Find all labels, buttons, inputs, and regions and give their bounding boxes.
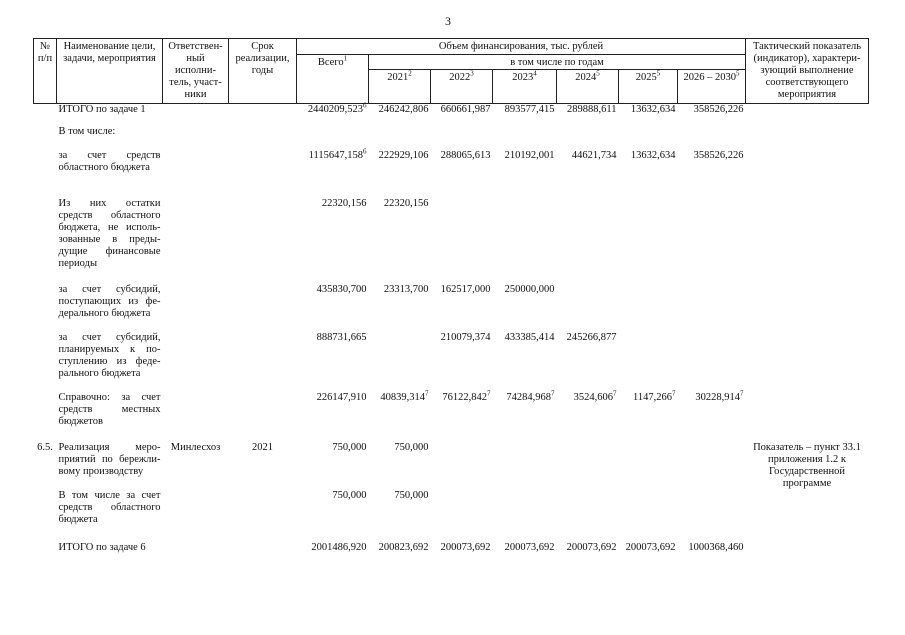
header-by-years: в том числе по годам	[369, 55, 746, 70]
cell-indicator	[746, 284, 869, 332]
cell-num	[34, 490, 57, 542]
cell-period	[229, 392, 297, 442]
amount-value: 23313,700	[383, 283, 429, 295]
cell-amount	[493, 150, 557, 198]
cell-name: Из них остатки средств областного бюджета, не исполь-зованные в преды-дущие финансовые периоды	[58, 197, 161, 269]
footnote-mark: 7	[672, 389, 676, 397]
cell-amount	[619, 150, 678, 198]
cell-indicator	[746, 332, 869, 392]
cell-amount	[431, 442, 493, 490]
table-row	[34, 442, 869, 490]
cell-amount	[297, 147, 369, 198]
amount-value: 3524,606	[573, 391, 613, 403]
cell-responsible	[163, 198, 229, 284]
cell-period	[229, 490, 297, 542]
amount-value: 893577,415	[504, 104, 555, 115]
cell-amount	[557, 126, 619, 150]
cell-indicator	[746, 198, 869, 284]
amount-value: 1000368,460	[688, 541, 744, 553]
cell-amount	[297, 332, 369, 392]
amount-value: 200073,692	[625, 541, 676, 553]
footnote-mark: 7	[551, 389, 555, 397]
cell-amount	[431, 126, 493, 150]
cell-amount	[619, 490, 678, 542]
table-row	[34, 150, 869, 198]
cell-amount	[431, 284, 493, 332]
footnote-mark: 5	[656, 69, 661, 78]
amount-value: 358526,226	[693, 104, 744, 115]
cell-indicator	[746, 542, 869, 568]
cell-name: за счет средств областного бюджета	[58, 149, 161, 173]
header-year	[557, 70, 619, 104]
cell-amount	[557, 198, 619, 284]
cell-amount	[431, 490, 493, 542]
amount-value: 40839,314	[380, 391, 425, 403]
amount-value: 250000,000	[504, 283, 555, 295]
cell-period	[229, 198, 297, 284]
footnote-mark: 7	[487, 389, 491, 397]
cell-name: ИТОГО по задаче 6	[58, 541, 146, 553]
amount-value: 210079,374	[440, 331, 491, 343]
amount-value: 222929,106	[378, 149, 429, 161]
cell-amount	[678, 284, 746, 332]
amount-value: 888731,665	[316, 331, 367, 343]
cell-name: Справочно: за счет средств местных бюджетов	[58, 391, 161, 427]
amount-value: 74284,968	[506, 391, 551, 403]
cell-amount	[297, 442, 369, 490]
cell-amount	[297, 126, 369, 150]
table-row	[34, 284, 869, 332]
cell-amount	[431, 389, 493, 442]
cell-amount	[678, 442, 746, 490]
amount-value: 200073,692	[566, 541, 617, 553]
footnote-mark: 6	[363, 147, 367, 155]
cell-period	[229, 104, 297, 126]
cell-amount	[369, 126, 431, 150]
cell-num	[34, 150, 57, 198]
amount-value: 435830,700	[316, 283, 367, 295]
cell-amount	[557, 442, 619, 490]
cell-indicator	[746, 126, 869, 150]
cell-amount	[369, 389, 431, 442]
amount-value: 750,000	[332, 489, 367, 501]
cell-amount	[297, 284, 369, 332]
header-responsible: Ответствен-ный исполни-тель, участ-ники	[163, 39, 229, 104]
amount-value: 13632,634	[630, 104, 676, 115]
cell-amount	[369, 150, 431, 198]
amount-value: 2440209,523	[307, 104, 363, 115]
table-row	[34, 392, 869, 442]
cell-num	[34, 126, 57, 150]
header-period: Срок реализации, годы	[229, 39, 297, 104]
footnote-mark: 7	[613, 389, 617, 397]
table-body	[34, 101, 869, 568]
cell-responsible	[163, 332, 229, 392]
cell-responsible	[163, 490, 229, 542]
cell-amount	[369, 284, 431, 332]
header-year	[493, 70, 557, 104]
cell-indicator: Показатель – пункт 33.1 приложения 1.2 к Государственной программе	[753, 441, 861, 489]
cell-name: ИТОГО по задаче 1	[58, 104, 146, 115]
table-row	[34, 104, 869, 126]
cell-num	[34, 392, 57, 442]
footnote-mark: 4	[533, 69, 537, 78]
header-year	[619, 70, 678, 104]
footnote-mark: 5	[736, 69, 740, 78]
cell-amount	[369, 198, 431, 284]
cell-amount	[678, 389, 746, 442]
cell-amount	[431, 104, 493, 126]
cell-indicator	[746, 150, 869, 198]
amount-value: 750,000	[332, 441, 367, 453]
cell-amount	[493, 332, 557, 392]
cell-name: Реализация меро-приятий по бережли-вому производству	[58, 441, 161, 477]
cell-amount	[297, 101, 369, 126]
amount-value: 22320,156	[321, 197, 367, 209]
cell-amount	[557, 389, 619, 442]
header-year-label: 2021	[387, 72, 409, 83]
cell-amount	[431, 150, 493, 198]
amount-value: 13632,634	[630, 149, 676, 161]
cell-amount	[493, 442, 557, 490]
cell-responsible	[163, 392, 229, 442]
cell-amount	[678, 490, 746, 542]
cell-amount	[297, 392, 369, 442]
footnote-mark: 2	[408, 69, 412, 78]
cell-amount	[678, 332, 746, 392]
cell-period: 2021	[252, 441, 273, 453]
table-row	[34, 542, 869, 568]
header-year-label: 2022	[449, 72, 471, 83]
cell-amount	[557, 490, 619, 542]
amount-value: 358526,226	[693, 149, 744, 161]
amount-value: 660661,987	[440, 104, 491, 115]
cell-amount	[493, 126, 557, 150]
header-total-label: Всего	[317, 57, 344, 68]
footnote-mark: 1	[343, 54, 348, 63]
cell-num: 6.5.	[37, 441, 53, 453]
header-total	[297, 55, 369, 104]
header-num: № п/п	[34, 39, 57, 104]
cell-responsible	[163, 284, 229, 332]
amount-value: 22320,156	[383, 197, 429, 209]
cell-amount	[493, 104, 557, 126]
cell-num	[34, 104, 57, 126]
cell-amount	[678, 542, 746, 568]
cell-period	[229, 284, 297, 332]
cell-indicator	[746, 104, 869, 126]
header-year	[369, 70, 431, 104]
cell-period	[229, 542, 297, 568]
amount-value: 2001486,920	[311, 541, 367, 553]
cell-amount	[557, 150, 619, 198]
cell-amount	[619, 198, 678, 284]
amount-value: 162517,000	[440, 283, 491, 295]
cell-name: за счет субсидий, поступающих из фе-дерального бюджета	[58, 283, 161, 319]
cell-num	[34, 284, 57, 332]
amount-value: 30228,914	[695, 391, 740, 403]
cell-name: В том числе:	[58, 125, 116, 137]
amount-value: 200823,692	[378, 541, 429, 553]
header-year-label: 2023	[512, 72, 534, 83]
cell-amount	[557, 284, 619, 332]
amount-value: 750,000	[394, 441, 429, 453]
table-row	[34, 490, 869, 542]
amount-value: 200073,692	[440, 541, 491, 553]
cell-amount	[369, 490, 431, 542]
cell-name: за счет субсидий, планируемых к по-ступлению из феде-рального бюджета	[58, 331, 161, 379]
amount-value: 289888,611	[567, 104, 617, 115]
table-row	[34, 332, 869, 392]
cell-amount	[431, 332, 493, 392]
cell-amount	[369, 104, 431, 126]
cell-amount	[678, 150, 746, 198]
cell-amount	[619, 389, 678, 442]
cell-amount	[493, 198, 557, 284]
cell-amount	[619, 126, 678, 150]
cell-indicator	[746, 392, 869, 442]
cell-amount	[557, 104, 619, 126]
cell-amount	[369, 332, 431, 392]
header-year-label: 2024	[575, 72, 597, 83]
cell-amount	[369, 442, 431, 490]
cell-responsible: Минлесхоз	[170, 441, 221, 453]
header-year	[431, 70, 493, 104]
amount-value: 76122,842	[442, 391, 487, 403]
table-row	[34, 126, 869, 150]
amount-value: 1115647,158	[308, 149, 363, 161]
amount-value: 750,000	[394, 489, 429, 501]
amount-value: 210192,001	[504, 149, 555, 161]
cell-amount	[493, 542, 557, 568]
cell-amount	[619, 104, 678, 126]
footnote-mark: 7	[740, 389, 744, 397]
footnote-mark: 7	[425, 389, 429, 397]
amount-value: 433385,414	[504, 331, 555, 343]
amount-value: 226147,910	[316, 391, 367, 403]
header-year-label: 2025	[635, 72, 657, 83]
amount-value: 288065,613	[440, 149, 491, 161]
cell-amount	[619, 332, 678, 392]
header-indicator: Тактический показатель (индикатор), характери-зующий выполнение соответствующего мероприятия	[746, 39, 869, 104]
cell-period	[229, 332, 297, 392]
table-header	[34, 39, 869, 104]
cell-amount	[557, 542, 619, 568]
cell-name: В том числе за счет средств областного бюджета	[58, 489, 161, 525]
footnote-mark: 3	[470, 69, 474, 78]
cell-amount	[678, 198, 746, 284]
cell-amount	[297, 542, 369, 568]
footnote-mark: 6	[363, 101, 367, 110]
cell-amount	[619, 284, 678, 332]
header-funding: Объем финансирования, тыс. рублей	[297, 39, 746, 55]
amount-value: 200073,692	[504, 541, 555, 553]
cell-amount	[297, 490, 369, 542]
cell-amount	[619, 442, 678, 490]
funding-table	[33, 38, 869, 568]
cell-period	[229, 126, 297, 150]
cell-period	[229, 150, 297, 198]
cell-amount	[493, 490, 557, 542]
footnote-mark: 5	[596, 69, 600, 78]
amount-value: 246242,806	[378, 104, 429, 115]
cell-responsible	[163, 150, 229, 198]
amount-value: 245266,877	[566, 331, 617, 343]
cell-num	[34, 332, 57, 392]
cell-amount	[557, 332, 619, 392]
cell-amount	[431, 198, 493, 284]
cell-amount	[369, 542, 431, 568]
header-year-label: 2026 – 2030	[683, 72, 736, 83]
cell-num	[34, 198, 57, 284]
cell-amount	[619, 542, 678, 568]
cell-amount	[431, 542, 493, 568]
amount-value: 44621,734	[571, 149, 617, 161]
cell-amount	[297, 198, 369, 284]
amount-value: 1147,266	[633, 391, 672, 403]
cell-responsible	[163, 104, 229, 126]
cell-indicator	[746, 490, 869, 542]
cell-amount	[678, 104, 746, 126]
table-row	[34, 198, 869, 284]
header-name: Наименование цели, задачи, мероприятия	[57, 39, 163, 104]
cell-amount	[678, 126, 746, 150]
page-number: 3	[445, 14, 451, 28]
cell-responsible	[163, 542, 229, 568]
cell-amount	[493, 389, 557, 442]
header-year	[678, 70, 746, 104]
cell-amount	[493, 284, 557, 332]
cell-responsible	[163, 126, 229, 150]
cell-num	[34, 542, 57, 568]
